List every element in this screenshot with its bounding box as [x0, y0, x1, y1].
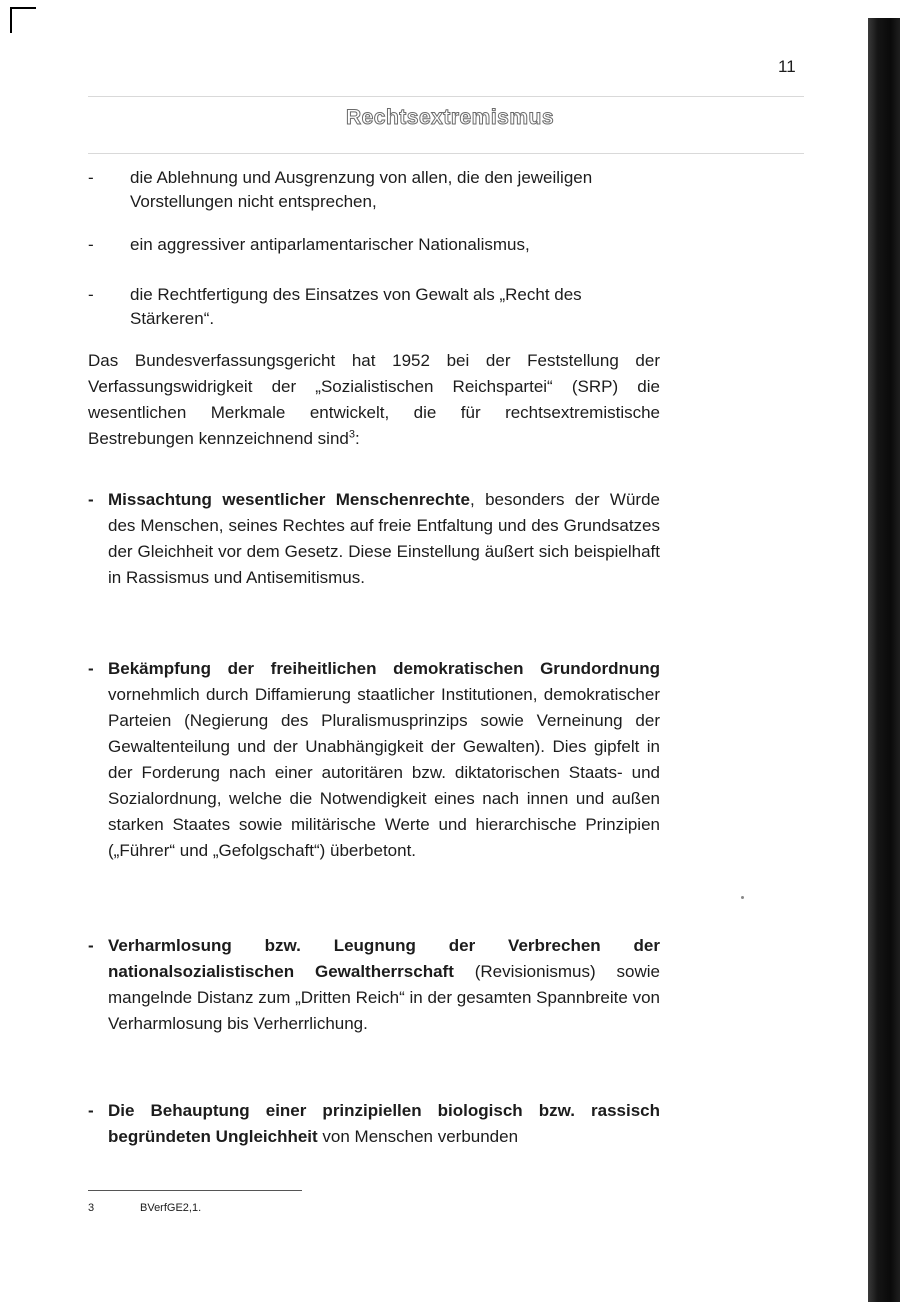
intro-paragraph	[88, 348, 660, 452]
list-dash: -	[88, 168, 94, 187]
scan-corner-mark	[10, 7, 36, 33]
criterion-dash: -	[88, 490, 94, 509]
criterion-body: (Revisionismus) sowie mangelnde Distanz zum „Dritten Reich“ in der gesamten Spannbreite von Verharmlosung bis Verherrlichung.	[108, 962, 660, 1033]
criterion-body: , besonders der Würde des Menschen, seines Rechtes auf freie Entfaltung und des Grundsatzes der Gleichheit vor dem Gesetz. Diese Einstellung äußert sich beispielhaft in Rassismus und Antisemitismus.	[108, 490, 661, 587]
criterion-heading: Die Behauptung einer prinzipiellen biologisch bzw. rassisch begründeten Ungleichheit	[108, 1101, 660, 1146]
criterion-text	[108, 487, 660, 591]
intro-colon: :	[355, 429, 360, 448]
running-title: Rechtsextremismus	[345, 106, 555, 129]
intro-text: Das Bundesverfassungsgericht hat 1952 bei der Feststellung der Verfassungswidrigkeit der „Sozialistischen Reichspartei“ (SRP) die wesentlichen Merkmale entwickelt, die für rechtsextremistische Bestrebungen kennzeichnend sind	[88, 351, 660, 448]
criterion-text	[108, 656, 660, 864]
footnote-number: 3	[88, 1202, 95, 1214]
criterion-heading: Verharmlosung bzw. Leugnung der Verbrechen der nationalsozialistischen Gewaltherrschaft	[108, 936, 660, 981]
criterion-body: vornehmlich durch Diffamierung staatlicher Institutionen, demokratischer Parteien (Negierung des Pluralismusprinzips sowie Verneinung der Gewaltenteilung und der Unabhängigkeit der Gewalten). Dies gipfelt in der Forderung nach einer autoritären bzw. diktatorischen Staats- und Sozialordnung, welche die Notwendigkeit eines nach innen und außen starken Staates sowie militärische Werte und hierarchische Prinzipien („Führer“ und „Gefolgschaft“) überbetont.	[108, 685, 660, 860]
list-item-text: die Ablehnung und Ausgrenzung von allen, die den jeweiligen Vorstellungen nicht entsprechen,	[130, 168, 593, 211]
criterion-dash: -	[88, 1101, 94, 1120]
page-number: 11	[778, 57, 796, 76]
footnote-ref: 3	[348, 428, 355, 441]
header-rule-bottom	[88, 153, 804, 154]
list-dash: -	[88, 235, 94, 254]
footnote-rule	[88, 1190, 302, 1191]
criterion-text	[108, 1098, 660, 1150]
criterion-body: von Menschen verbunden	[317, 1127, 519, 1146]
scan-speck	[741, 896, 744, 899]
list-item-text: ein aggressiver antiparlamentarischer Nationalismus,	[130, 235, 530, 254]
header-rule-top	[88, 96, 804, 97]
criterion-dash: -	[88, 659, 94, 678]
footnote-text: BVerfGE2,1.	[140, 1202, 202, 1214]
list-dash: -	[88, 285, 94, 304]
criterion-dash: -	[88, 936, 94, 955]
criterion-heading: Bekämpfung der freiheitlichen demokratischen Grundordnung	[108, 659, 660, 678]
list-item-text: die Rechtfertigung des Einsatzes von Gewalt als „Recht des Stärkeren“.	[130, 285, 582, 328]
criterion-heading: Missachtung wesentlicher Menschenrechte	[108, 490, 470, 509]
criterion-text	[108, 933, 660, 1037]
book-spine-shadow	[868, 18, 900, 1302]
